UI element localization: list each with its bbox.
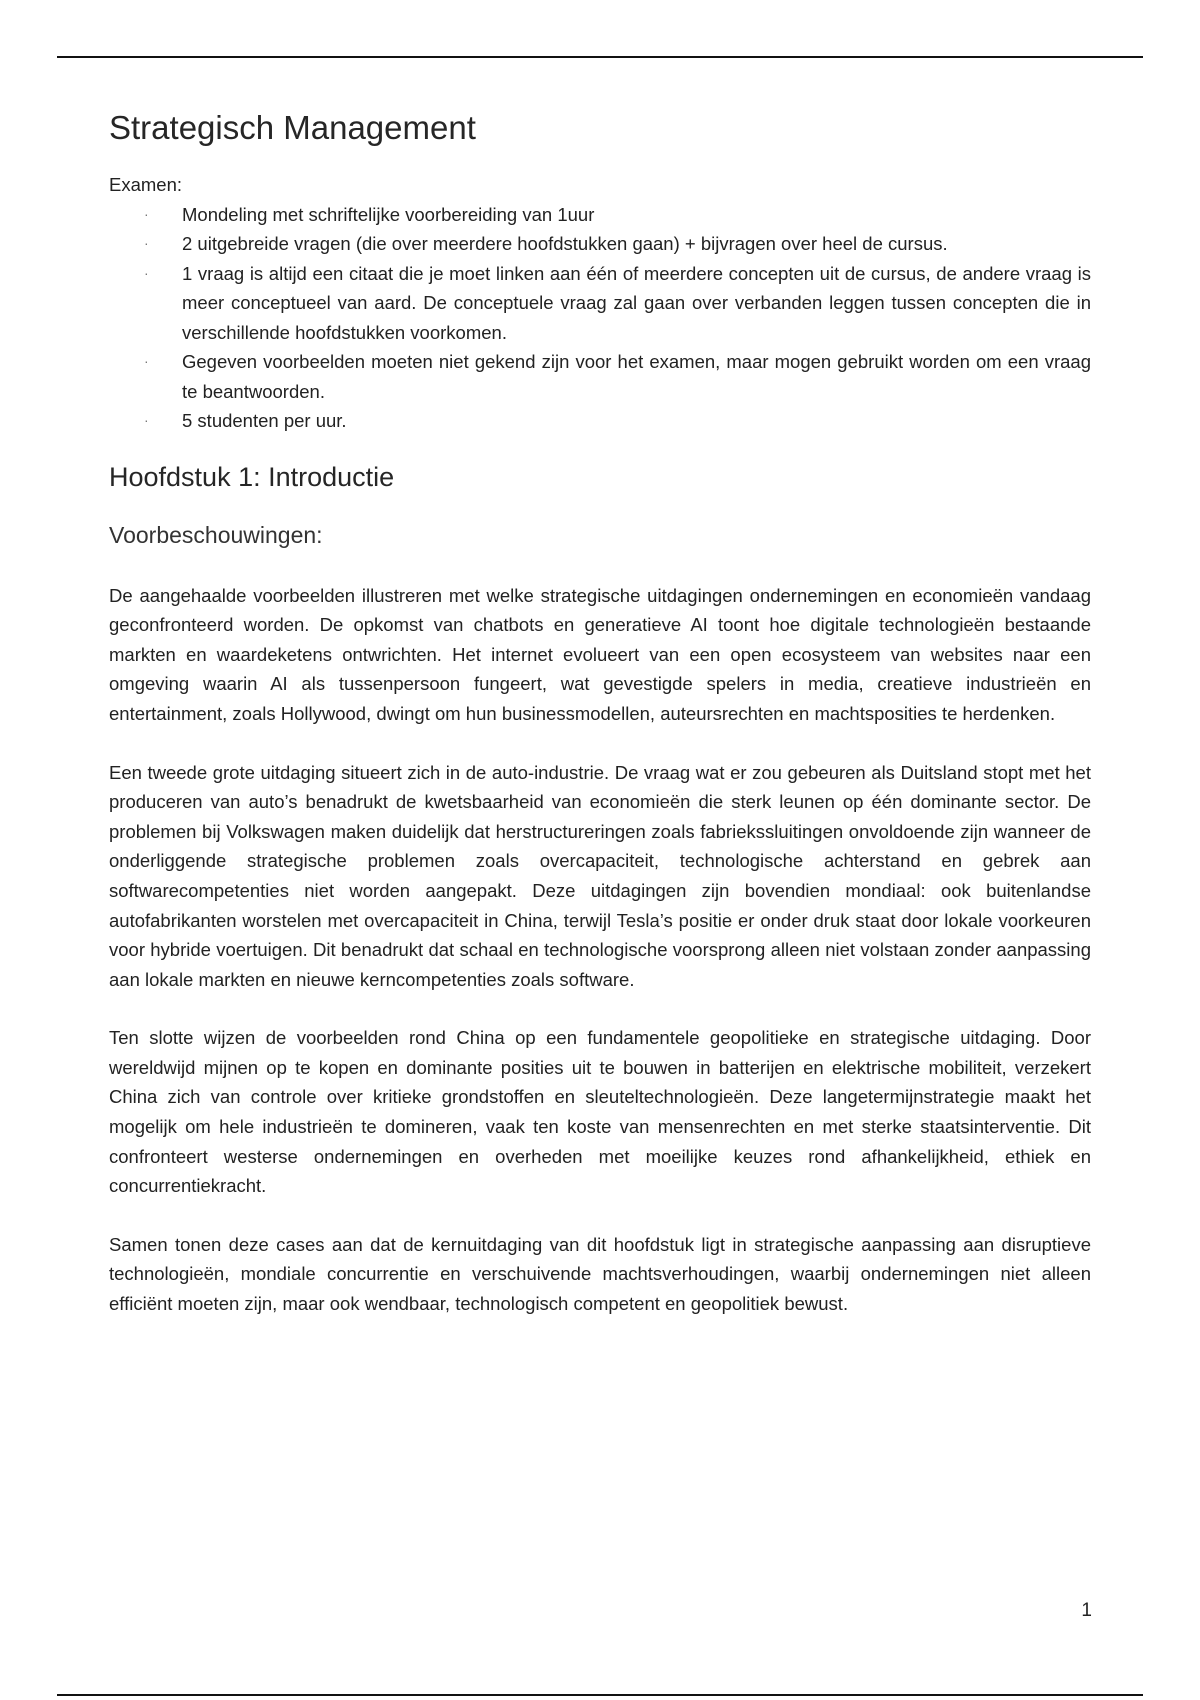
chapter-heading: Hoofdstuk 1: Introductie xyxy=(109,461,395,492)
exam-item-text: 5 studenten per uur. xyxy=(182,410,347,432)
exam-list-item xyxy=(109,406,1091,436)
exam-item-text: 1 vraag is altijd een citaat die je moet linken aan één of meerdere concepten uit de cursus, de andere vraag is meer conceptueel van aard. De conceptuele vraag zal gaan over verbanden leggen tussen concepten die in verschillende hoofdstukken voorkomen. xyxy=(182,262,1091,343)
body-paragraph: Samen tonen deze cases aan dat de kernuitdaging van dit hoofdstuk ligt in strategische aanpassing aan disruptieve technologieën, mondiale concurrentie en verschuivende machtsverhoudingen, waarbij ondernemingen niet alleen efficiënt moeten zijn, maar ook wendbaar, technologisch competent en geopolitiek bewust. xyxy=(109,1233,1091,1315)
exam-item-text: Gegeven voorbeelden moeten niet gekend zijn voor het examen, maar mogen gebruikt worden om een vraag te beantwoorden. xyxy=(182,351,1091,402)
exam-list-item xyxy=(109,259,1091,348)
exam-list-item xyxy=(109,347,1091,406)
body-paragraph: Ten slotte wijzen de voorbeelden rond China op een fundamentele geopolitieke en strategische uitdaging. Door wereldwijd mijnen op te kopen en dominante posities uit te bouwen in batterijen en elektrische mobiliteit, verzekert China zich van controle over kritieke grondstoffen en sleuteltechnologieën. Deze langetermijnstrategie maakt het mogelijk om hele industrieën te domineren, vaak ten koste van mensenrechten en met sterke staatsinterventie. Dit confronteert westerse ondernemingen en overheden met moeilijke keuzes rond afhankelijkheid, ethiek en concurrentiekracht. xyxy=(109,1027,1091,1197)
exam-list-item xyxy=(109,229,1091,259)
bottom-rule xyxy=(57,1694,1143,1696)
bullet-icon: · xyxy=(144,235,149,252)
exam-label: Examen: xyxy=(109,173,183,195)
bullet-icon: · xyxy=(144,264,149,281)
exam-item-text: 2 uitgebreide vragen (die over meerdere hoofdstukken gaan) + bijvragen over heel de cursus. xyxy=(182,233,948,255)
bullet-icon: · xyxy=(144,205,149,222)
exam-item-text: Mondeling met schriftelijke voorbereiding van 1uur xyxy=(182,203,595,225)
exam-list-item xyxy=(109,200,1091,230)
page-number: 1 xyxy=(1081,1600,1092,1621)
top-rule xyxy=(57,56,1143,58)
body-paragraph: Een tweede grote uitdaging situeert zich in de auto-industrie. De vraag wat er zou gebeuren als Duitsland stopt met het produceren van auto’s benadrukt de kwetsbaarheid van economieën die sterk leunen op één dominante sector. De problemen bij Volkswagen maken duidelijk dat herstructureringen zoals fabriekssluitingen onvoldoende zijn wanneer de onderliggende strategische problemen zoals overcapaciteit, technologische achterstand en gebrek aan softwarecompetenties niet worden aangepakt. Deze uitdagingen zijn bovendien mondiaal: ook buitenlandse autofabrikanten worstelen met overcapaciteit in China, terwijl Tesla’s positie er onder druk staat door lokale voorkeuren voor hybride voertuigen. Dit benadrukt dat schaal en technologische voorsprong alleen niet volstaan zonder aanpassing aan lokale markten en nieuwe kerncompetenties zoals software. xyxy=(109,761,1091,990)
bullet-icon: · xyxy=(144,412,149,429)
bullet-icon: · xyxy=(144,353,149,370)
page-content xyxy=(109,108,1091,1319)
section-heading: Voorbeschouwingen: xyxy=(109,521,323,548)
body-paragraph: De aangehaalde voorbeelden illustreren met welke strategische uitdagingen ondernemingen en economieën vandaag geconfronteerd worden. De opkomst van chatbots en generatieve AI toont hoe digitale technologieën bestaande markten en waardeketens ontwrichten. Het internet evolueert van een open ecosysteem van websites naar een omgeving waarin AI als tussenpersoon fungeert, wat gevestigde spelers in media, creatieve industrieën en entertainment, zoals Hollywood, dwingt om hun businessmodellen, auteursrechten en machtsposities te herdenken. xyxy=(109,584,1091,724)
document-title: Strategisch Management xyxy=(109,109,476,146)
exam-list xyxy=(109,200,1091,436)
